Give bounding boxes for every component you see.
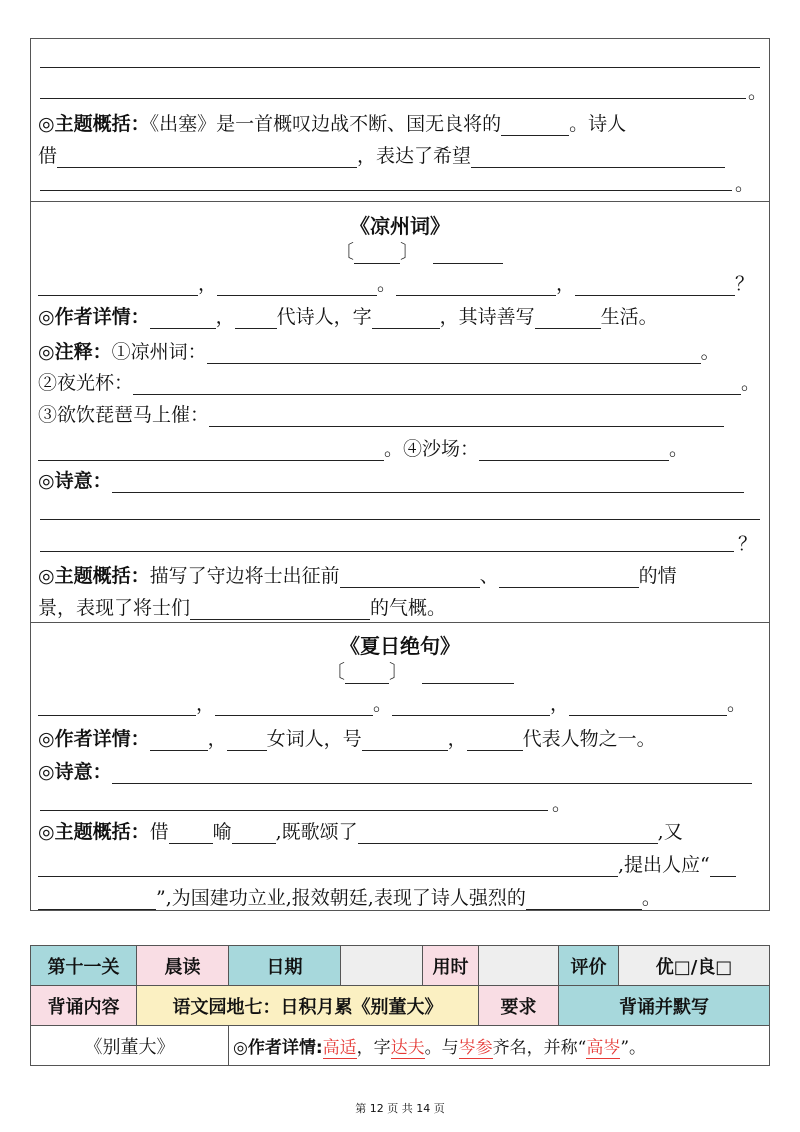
date-value-cell[interactable] (341, 946, 423, 986)
content-label-cell: 背诵内容 (31, 986, 137, 1026)
poem-lines: ， 。 ， 。 (38, 692, 746, 716)
lz-theme-line1: ◎主题概括：描写了守边将士出征前 、 的情 (38, 565, 677, 587)
notes-line1: ◎注释：①凉州词： 。 (38, 341, 720, 363)
answer-line (40, 190, 732, 191)
blank (471, 148, 725, 168)
blank (467, 731, 523, 751)
blank (215, 696, 373, 716)
time-value-cell[interactable] (479, 946, 559, 986)
author-label: ◎作者详情： (38, 306, 150, 328)
blank (526, 890, 642, 910)
poem-title: 《凉州词》 (350, 214, 450, 238)
xr-theme-line1: ◎主题概括：借 喻 ,既歌颂了 ,又 (38, 821, 683, 843)
answer-line (40, 551, 734, 552)
content-value-cell: 语文园地七：日积月累《别董大》 (137, 986, 479, 1026)
blank (575, 276, 735, 296)
blank (38, 696, 196, 716)
author-detail-cell: ◎作者详情:高适，字达夫。与岑参齐名，并称“高岑”。 (229, 1026, 770, 1066)
blank (358, 824, 658, 844)
period-mark: 。 (735, 173, 755, 195)
author-details: ◎作者详情： ， 女词人，号 ， 代表人物之一。 (38, 728, 656, 750)
table-row (31, 1026, 770, 1066)
author-label: ◎作者详情： (38, 728, 150, 750)
notes-label: ◎注释： (38, 341, 112, 363)
blank (150, 309, 216, 329)
table-row (31, 946, 770, 986)
question-mark: ？ (738, 533, 758, 555)
xr-theme-line3: ”,为国建功立业,报效朝廷,表现了诗人强烈的 。 (38, 886, 661, 910)
author-label: ◎作者详情: (233, 1038, 323, 1058)
answer-line (40, 98, 746, 99)
rating-options-cell[interactable]: 优□/良□ (619, 946, 770, 986)
level-cell: 第十一关 (31, 946, 137, 986)
notes-line3: ③欲饮琵琶马上催： (38, 403, 724, 427)
notes-line2: ②夜光杯： 。 (38, 372, 761, 394)
answer-line (40, 810, 548, 811)
blank (133, 375, 741, 395)
time-label-cell: 用时 (423, 946, 479, 986)
author-joint-name: 高岑 (586, 1038, 621, 1058)
table-row (31, 986, 770, 1026)
blank (150, 731, 208, 751)
poem-title-cell: 《别董大》 (31, 1026, 229, 1066)
blank (232, 824, 276, 844)
meaning-line (38, 469, 744, 493)
author-blank (433, 244, 503, 264)
author-peer: 岑参 (458, 1038, 493, 1058)
xr-theme-line2: ,提出人应“ (38, 853, 736, 877)
morning-read-cell: 晨读 (137, 946, 229, 986)
author-details: ◎作者详情： ， 代诗人，字 ，其诗善写 生活。 (38, 306, 658, 328)
dynasty-blank (354, 244, 400, 264)
theme-label: ◎主题概括： (38, 113, 150, 135)
section-divider (30, 201, 770, 202)
blank (499, 568, 639, 588)
author-line: 〔 〕 (335, 240, 503, 264)
chushai-theme-line2: 借 ，表达了希望 (38, 144, 725, 168)
blank (217, 276, 377, 296)
author-zi: 达夫 (390, 1038, 425, 1058)
blank (362, 731, 448, 751)
blank (569, 696, 727, 716)
blank (112, 473, 744, 493)
blank (38, 890, 156, 910)
blank (340, 568, 480, 588)
meaning-label: ◎诗意： (38, 470, 112, 492)
require-value-cell: 背诵并默写 (559, 986, 770, 1026)
blank (392, 696, 550, 716)
answer-line (40, 519, 760, 520)
blank (57, 148, 357, 168)
blank (710, 857, 736, 877)
blank (479, 441, 669, 461)
author-name: 高适 (322, 1038, 357, 1058)
poem-title: 《夏日绝句》 (340, 634, 460, 658)
blank (227, 731, 267, 751)
task-table (30, 945, 770, 1066)
lz-theme-line2: 景，表现了将士们 的气概。 (38, 597, 447, 619)
blank (112, 764, 752, 784)
notes-line4: 。④沙场： 。 (38, 437, 688, 461)
blank (38, 276, 198, 296)
blank (235, 309, 277, 329)
blank (38, 441, 384, 461)
blank (396, 276, 556, 296)
require-label-cell: 要求 (479, 986, 559, 1026)
page-number: 第 12 页 共 14 页 (355, 1102, 445, 1115)
blank (190, 600, 370, 620)
rating-label-cell: 评价 (559, 946, 619, 986)
blank (207, 344, 701, 364)
dynasty-blank (345, 664, 389, 684)
blank (38, 857, 618, 877)
blank (372, 309, 440, 329)
blank (209, 407, 724, 427)
chushai-theme-line1: ◎主题概括：《出塞》是一首概叹边战不断、国无良将的 。诗人 (38, 113, 627, 135)
section-divider (30, 622, 770, 623)
blank (501, 116, 569, 136)
meaning-line (38, 760, 752, 784)
poem-lines: ， 。 ， ？ (38, 272, 754, 296)
date-label-cell: 日期 (229, 946, 341, 986)
answer-line (40, 67, 760, 68)
blank (169, 824, 213, 844)
period-mark: 。 (748, 81, 768, 103)
meaning-label: ◎诗意： (38, 761, 112, 783)
period-mark: 。 (552, 793, 572, 815)
author-blank (422, 664, 514, 684)
blank (535, 309, 601, 329)
theme-label: ◎主题概括： (38, 821, 150, 843)
theme-label: ◎主题概括： (38, 565, 150, 587)
author-line: 〔 〕 (326, 660, 514, 684)
